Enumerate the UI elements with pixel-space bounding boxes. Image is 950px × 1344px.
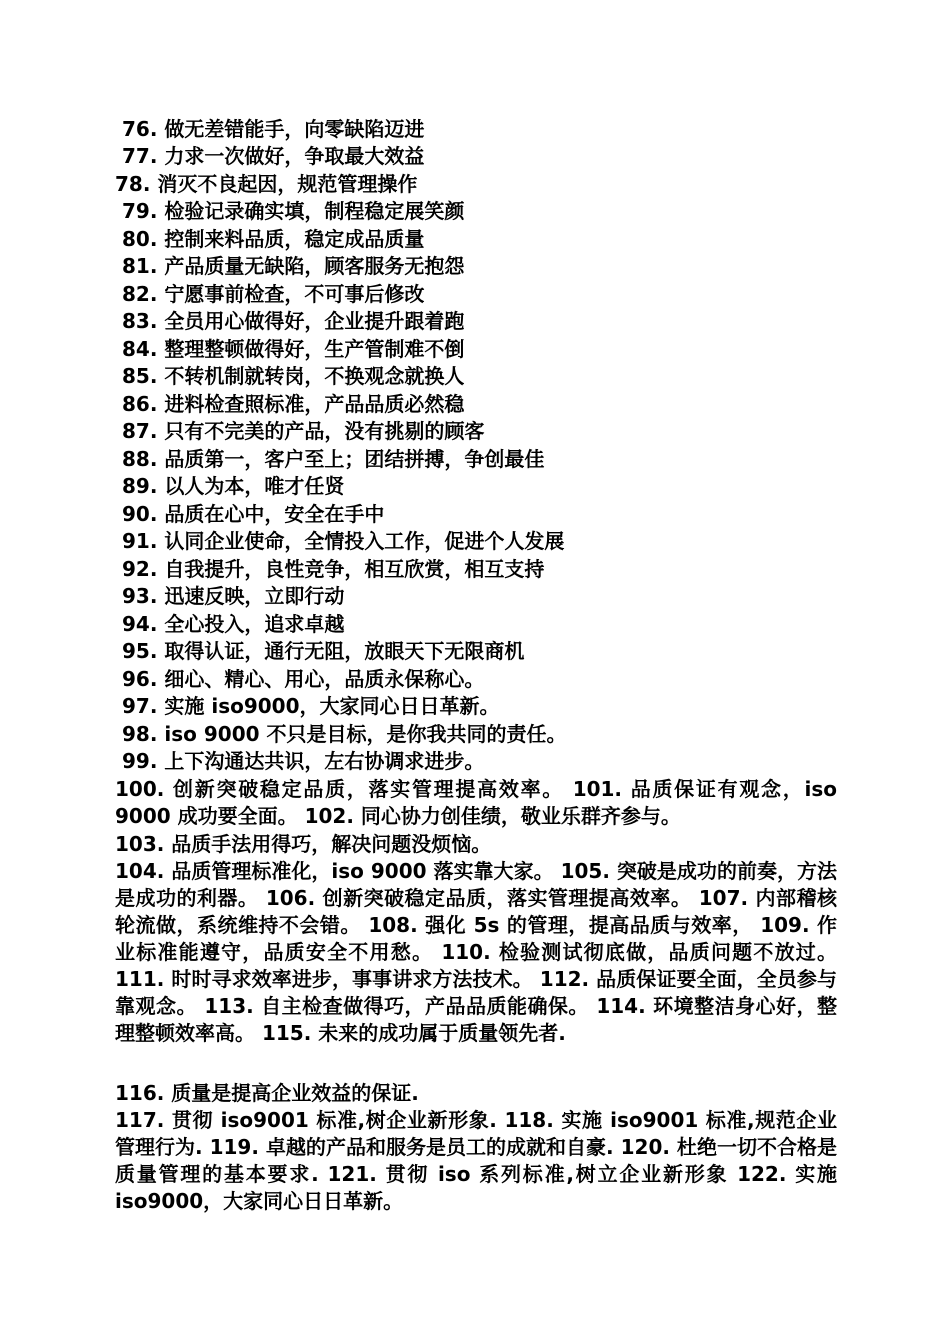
slogan-line: 95. 取得认证，通行无阻，放眼天下无限商机 xyxy=(122,639,525,663)
slogan-paragraph: 100. 创新突破稳定品质，落实管理提高效率。 101. 品质保证有观念，iso 9000 成功要全面。 102. 同心协力创佳绩，敬业乐群齐参与。 xyxy=(115,777,837,828)
slogan-line: 90. 品质在心中，安全在手中 xyxy=(122,502,385,526)
slogan-line: 91. 认同企业使命，全情投入工作，促进个人发展 xyxy=(122,529,565,553)
slogan-line: 76. 做无差错能手，向零缺陷迈进 xyxy=(122,117,425,141)
slogan-line: 81. 产品质量无缺陷，顾客服务无抱怨 xyxy=(122,254,465,278)
slogan-line: 92. 自我提升，良性竞争，相互欣赏，相互支持 xyxy=(122,557,545,581)
slogan-line: 80. 控制来料品质，稳定成品质量 xyxy=(122,227,425,251)
slogan-line: 96. 细心、精心、用心，品质永保称心。 xyxy=(122,667,485,691)
slogan-line: 98. iso 9000 不只是目标，是你我共同的责任。 xyxy=(122,722,567,746)
slogan-line: 78. 消灭不良起因，规范管理操作 xyxy=(115,172,418,196)
slogan-line: 88. 品质第一，客户至上；团结拼搏，争创最佳 xyxy=(122,447,545,471)
slogan-paragraph: 117. 贯彻 iso9001 标准,树企业新形象. 118. 实施 iso9001 标准,规范企业管理行为. 119. 卓越的产品和服务是员工的成就和自豪. 120. 杜绝一切不合格是质量管理的基本要求. 121. 贯彻 iso 系列标准,树立企业新形象 122. 实施 iso9000，大家同心日日革新。 xyxy=(115,1108,837,1213)
slogan-line: 89. 以人为本，唯才任贤 xyxy=(122,474,345,498)
slogan-line: 84. 整理整顿做得好，生产管制难不倒 xyxy=(122,337,465,361)
slogan-line: 93. 迅速反映，立即行动 xyxy=(122,584,345,608)
slogan-line: 77. 力求一次做好，争取最大效益 xyxy=(122,144,425,168)
slogan-line: 86. 进料检查照标准，产品品质必然稳 xyxy=(122,392,465,416)
slogan-line: 85. 不转机制就转岗，不换观念就换人 xyxy=(122,364,465,388)
slogan-paragraph: 116. 质量是提高企业效益的保证. xyxy=(115,1081,419,1105)
slogan-paragraph: 103. 品质手法用得巧，解决问题没烦恼。 xyxy=(115,832,492,856)
slogan-line: 87. 只有不完美的产品，没有挑剔的顾客 xyxy=(122,419,485,443)
slogan-paragraph: 104. 品质管理标准化，iso 9000 落实靠大家。 105. 突破是成功的前奏，方法是成功的利器。 106. 创新突破稳定品质，落实管理提高效率。 107. 内部稽核轮流做，系统维持不会错。 108. 强化 5s 的管理，提高品质与效率， 109. 作业标准能遵守，品质安全不用愁。 110. 检验测试彻底做，品质问题不放过。 111. 时时寻求效率进步，事事讲求方法技术。 112. 品质保证要全面，全员参与靠观念。 113. 自主检查做得巧，产品品质能确保。 114. 环境整洁身心好，整理整顿效率高。 115. 未来的成功属于质量领先者. xyxy=(115,859,837,1045)
slogan-line: 97. 实施 iso9000，大家同心日日革新。 xyxy=(122,694,500,718)
slogan-line: 94. 全心投入，追求卓越 xyxy=(122,612,345,636)
slogan-line: 83. 全员用心做得好，企业提升跟着跑 xyxy=(122,309,465,333)
slogan-line: 82. 宁愿事前检查，不可事后修改 xyxy=(122,282,425,306)
slogan-line: 79. 检验记录确实填，制程稳定展笑颜 xyxy=(122,199,465,223)
slogan-line: 99. 上下沟通达共识，左右协调求进步。 xyxy=(122,749,485,773)
